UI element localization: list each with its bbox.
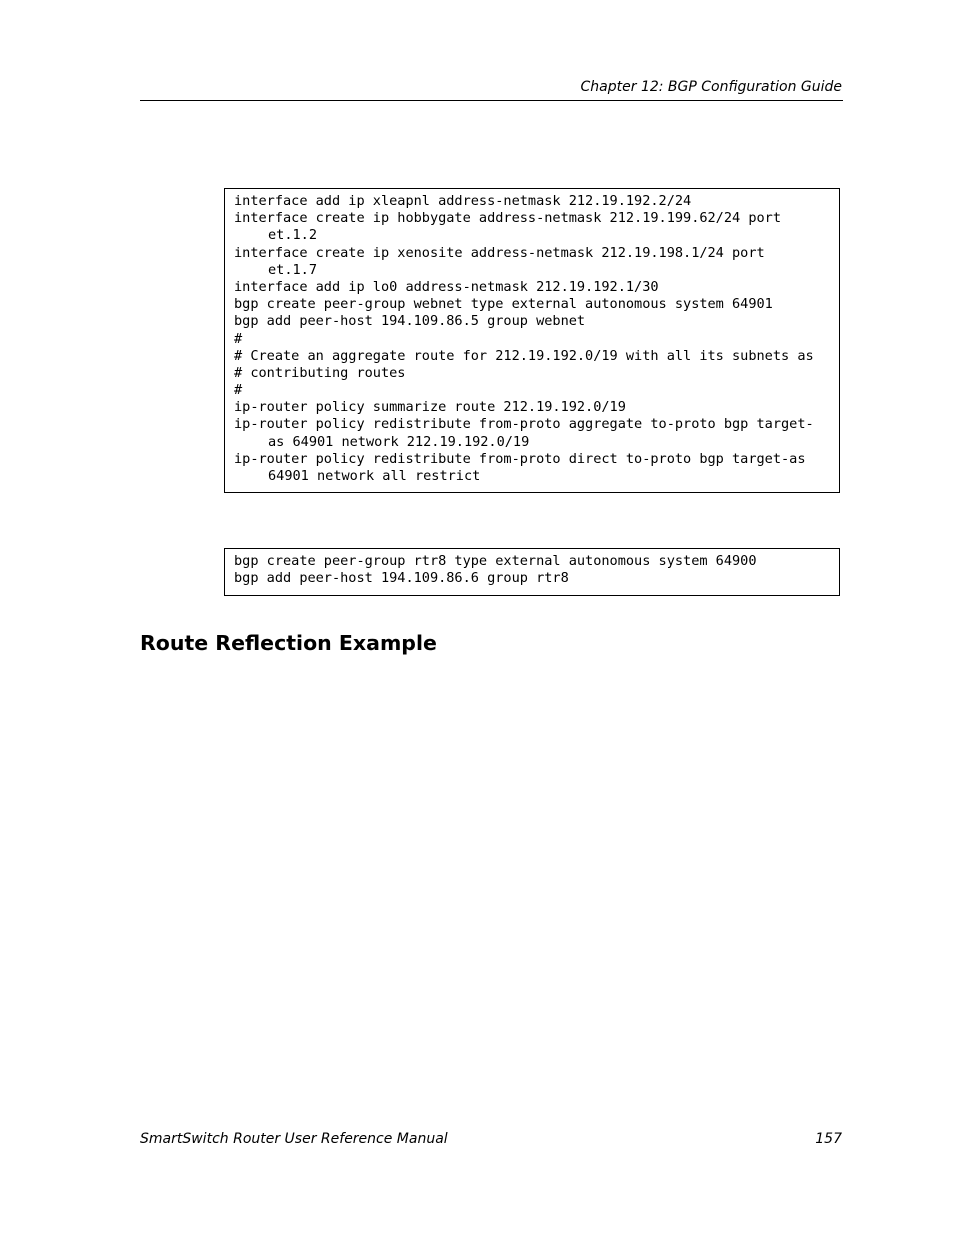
code-line-continuation: 64901 network all restrict — [268, 468, 481, 484]
code-line: interface create ip xenosite address-netmask 212.19.198.1/24 port — [234, 244, 765, 261]
code-line: bgp add peer-host 194.109.86.5 group webnet — [234, 313, 586, 330]
running-header: Chapter 12: BGP Configuration Guide — [580, 79, 842, 95]
footer-page-number: 157 — [815, 1131, 842, 1147]
code-line: # contributing routes — [234, 364, 406, 381]
section-heading: Route Reflection Example — [140, 631, 437, 655]
code-line-continuation: as 64901 network 212.19.192.0/19 — [268, 433, 530, 450]
code-line: # — [234, 330, 243, 347]
code-line: interface create ip hobbygate address-netmask 212.19.199.62/24 port — [234, 210, 781, 227]
code-line-continuation: et.1.2 — [268, 227, 317, 244]
code-line: interface add ip xleapnl address-netmask 212.19.192.2/24 — [234, 193, 692, 209]
code-line: bgp add peer-host 194.109.86.6 group rtr8 — [234, 570, 569, 587]
code-line: ip-router policy redistribute from-proto direct to-proto bgp target-as — [234, 450, 806, 467]
header-rule — [140, 100, 843, 101]
code-line: bgp create peer-group rtr8 type external autonomous system 64900 — [234, 553, 757, 569]
code-block-bgp-config — [224, 188, 840, 493]
footer-manual-title: SmartSwitch Router User Reference Manual — [140, 1131, 448, 1147]
code-line: ip-router policy summarize route 212.19.192.0/19 — [234, 399, 626, 416]
code-line: bgp create peer-group webnet type external autonomous system 64901 — [234, 296, 773, 313]
code-line: # — [234, 382, 243, 399]
code-block-rtr8-config — [224, 548, 840, 596]
code-line: # Create an aggregate route for 212.19.192.0/19 with all its subnets as — [234, 347, 814, 364]
code-line-continuation: et.1.7 — [268, 261, 317, 278]
code-line: ip-router policy redistribute from-proto aggregate to-proto bgp target- — [234, 416, 814, 433]
code-line: interface add ip lo0 address-netmask 212.19.192.1/30 — [234, 278, 659, 295]
